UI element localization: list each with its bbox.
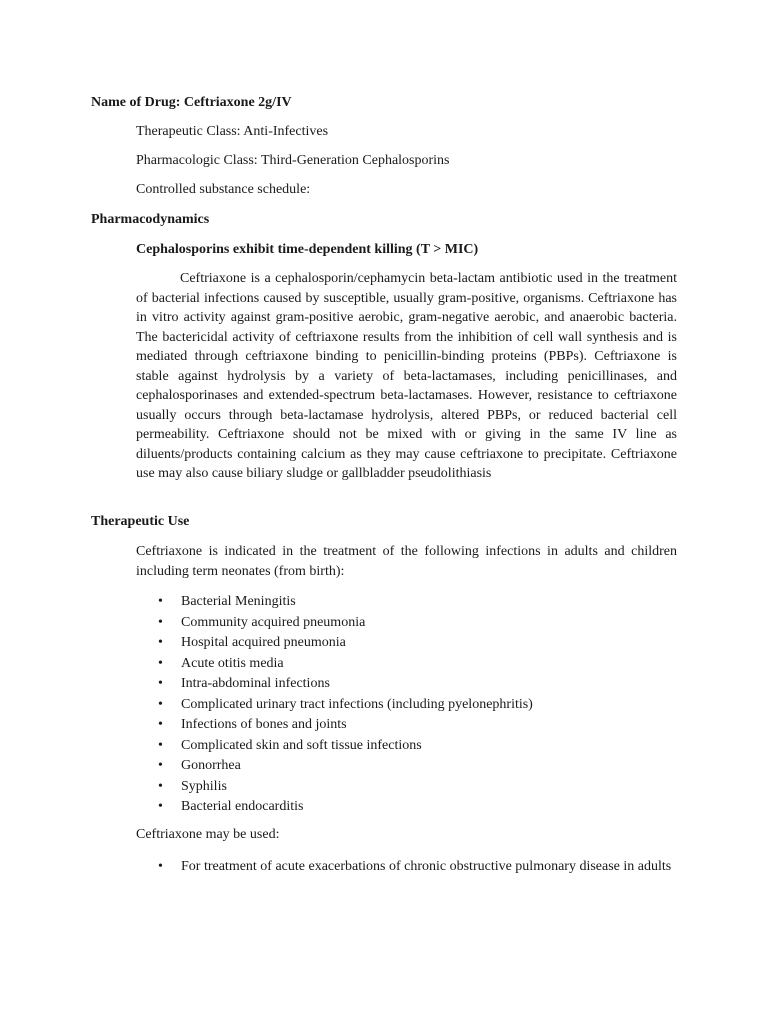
list-item-text: For treatment of acute exacerbations of chronic obstructive pulmonary disease in adults (181, 859, 672, 874)
bullet-icon: • (158, 614, 163, 630)
indication-list (136, 592, 677, 818)
list-item-text: Bacterial Meningitis (181, 594, 296, 609)
may-be-used-intro: Ceftriaxone may be used: (136, 827, 280, 842)
pharmacodynamics-paragraph: Ceftriaxone is a cephalosporin/cephamycin beta-lactam antibiotic used in the treatment of bacterial infections caused by susceptible, usually gram-positive, organisms. Ceftriaxone has in vitro activity against gram-positive aerobic, gram-negative aerobic, and anaerobic bacteria. The bactericidal activity of ceftriaxone results from the inhibition of cell wall synthesis and is mediated through ceftriaxone binding to penicillin-binding proteins (PBPs). Ceftriaxone is stable against hydrolysis by a variety of beta-lactamases, including penicillinases, and cephalosporinases and extended-spectrum beta-lactamases. However, resistance to ceftriaxone usually occurs through beta-lactamase hydrolysis, altered PBPs, or reduced bacterial cell permeability. Ceftriaxone should not be mixed with or giving in the same IV line as diluents/products containing calcium as they may cause ceftriaxone to precipitate. Ceftriaxone use may also cause biliary sludge or gallbladder pseudolithiasis (136, 271, 677, 481)
list-item (136, 736, 677, 757)
list-item (136, 695, 677, 716)
list-item (136, 715, 677, 736)
pharmacodynamics-heading: Pharmacodynamics (91, 212, 210, 227)
bullet-icon: • (158, 799, 163, 814)
bullet-icon: • (158, 758, 163, 773)
bullet-icon: • (158, 737, 163, 753)
list-item-text: Hospital acquired pneumonia (181, 635, 346, 650)
therapeutic-use-heading: Therapeutic Use (91, 514, 190, 529)
controlled-substance-schedule: Controlled substance schedule: (136, 182, 311, 197)
list-item-text: Intra-abdominal infections (181, 676, 330, 691)
list-item (136, 797, 677, 818)
drug-name: Name of Drug: Ceftriaxone 2g/IV (91, 95, 292, 110)
list-item-text: Complicated urinary tract infections (including pyelonephritis) (181, 696, 533, 712)
bullet-icon: • (158, 676, 163, 691)
bullet-icon: • (158, 594, 163, 609)
list-item (136, 674, 677, 695)
list-item-text: Complicated skin and soft tissue infections (181, 737, 422, 753)
pharmacodynamics-subheading: Cephalosporins exhibit time-dependent killing (T > MIC) (136, 242, 479, 257)
therapeutic-class: Therapeutic Class: Anti-Infectives (136, 124, 329, 139)
list-item (136, 654, 677, 675)
may-be-used-list (136, 857, 677, 877)
list-item-text: Acute otitis media (181, 655, 284, 671)
list-item (136, 592, 677, 613)
bullet-icon: • (158, 778, 163, 794)
bullet-icon: • (158, 635, 163, 650)
bullet-icon: • (158, 655, 163, 671)
list-item (136, 756, 677, 777)
list-item-text: Infections of bones and joints (181, 717, 347, 732)
bullet-icon: • (158, 717, 163, 732)
list-item (136, 857, 677, 877)
list-item (136, 633, 677, 654)
pharmacologic-class: Pharmacologic Class: Third-Generation Cephalosporins (136, 153, 450, 168)
bullet-icon: • (158, 859, 163, 874)
list-item (136, 777, 677, 798)
list-item-text: Bacterial endocarditis (181, 799, 304, 814)
list-item-text: Gonorrhea (181, 758, 241, 773)
list-item (136, 613, 677, 634)
list-item-text: Community acquired pneumonia (181, 614, 366, 630)
therapeutic-use-intro: Ceftriaxone is indicated in the treatment of the following infections in adults and children including term neonates (from birth): (136, 544, 677, 579)
list-item-text: Syphilis (181, 778, 227, 794)
bullet-icon: • (158, 696, 163, 712)
